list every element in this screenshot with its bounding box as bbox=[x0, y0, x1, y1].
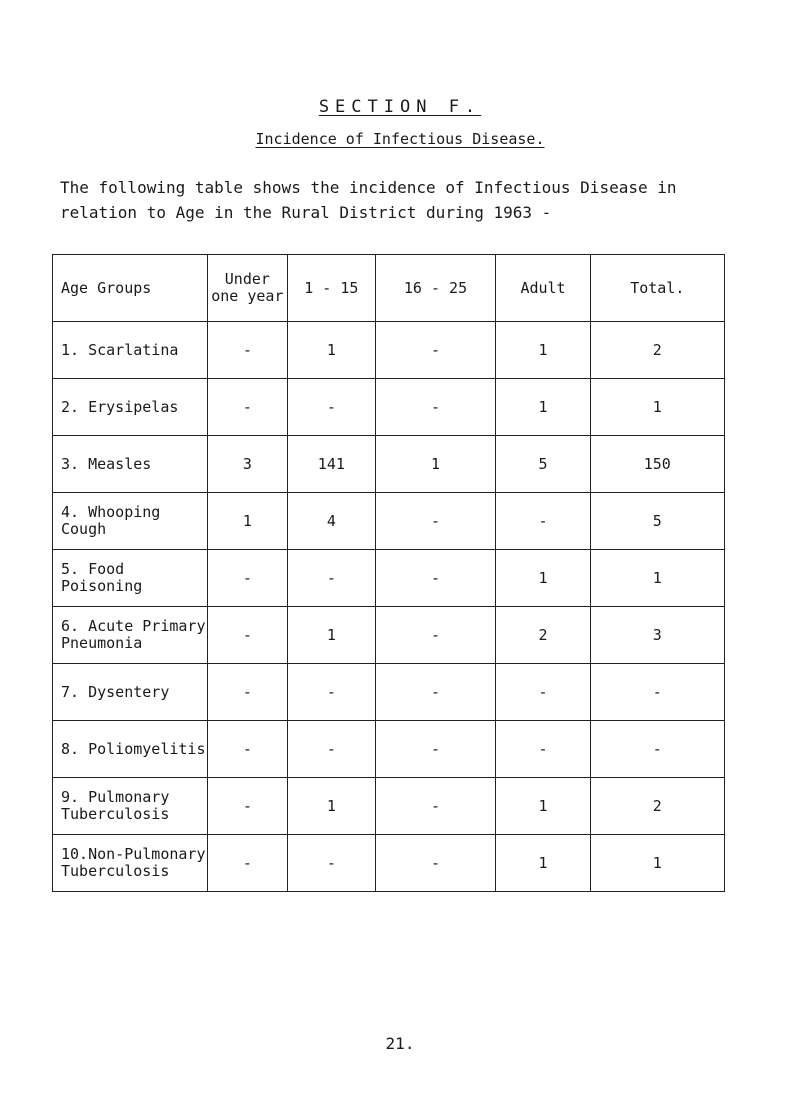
cell-16-25: - bbox=[375, 607, 496, 664]
page-subtitle: Incidence of Infectious Disease. bbox=[255, 130, 545, 148]
intro-paragraph: The following table shows the incidence of Infectious Disease in relation to Age in the Rural District during 1963 - bbox=[60, 178, 677, 222]
table-header-row bbox=[53, 255, 725, 322]
disease-name: 10.Non-Pulmonary Tuberculosis bbox=[53, 835, 208, 892]
cell-16-25: - bbox=[375, 322, 496, 379]
table-row bbox=[53, 550, 725, 607]
cell-adult: 5 bbox=[496, 436, 590, 493]
cell-16-25: - bbox=[375, 721, 496, 778]
header-under-one-year: Under one year bbox=[207, 255, 288, 322]
cell-1-15: 1 bbox=[288, 778, 375, 835]
disease-name: 3. Measles bbox=[53, 436, 208, 493]
cell-1-15: - bbox=[288, 835, 375, 892]
disease-name: 4. Whooping Cough bbox=[53, 493, 208, 550]
cell-adult: 1 bbox=[496, 550, 590, 607]
page-number: 21. bbox=[385, 1034, 415, 1053]
table-row bbox=[53, 835, 725, 892]
cell-adult: 1 bbox=[496, 778, 590, 835]
cell-total: 1 bbox=[590, 835, 724, 892]
cell-16-25: - bbox=[375, 835, 496, 892]
cell-16-25: - bbox=[375, 550, 496, 607]
cell-total: 1 bbox=[590, 550, 724, 607]
cell-under-one: 1 bbox=[207, 493, 288, 550]
cell-total: 2 bbox=[590, 322, 724, 379]
cell-1-15: 1 bbox=[288, 322, 375, 379]
header-16-25: 16 - 25 bbox=[375, 255, 496, 322]
disease-name: 5. Food Poisoning bbox=[53, 550, 208, 607]
disease-name: 7. Dysentery bbox=[53, 664, 208, 721]
disease-name: 9. Pulmonary Tuberculosis bbox=[53, 778, 208, 835]
cell-under-one: - bbox=[207, 664, 288, 721]
cell-16-25: - bbox=[375, 493, 496, 550]
table-row bbox=[53, 607, 725, 664]
cell-16-25: 1 bbox=[375, 436, 496, 493]
header-total: Total. bbox=[590, 255, 724, 322]
table-row bbox=[53, 778, 725, 835]
cell-adult: - bbox=[496, 493, 590, 550]
table-row bbox=[53, 721, 725, 778]
cell-under-one: - bbox=[207, 322, 288, 379]
disease-name: 6. Acute Primary Pneumonia bbox=[53, 607, 208, 664]
cell-under-one: - bbox=[207, 550, 288, 607]
cell-16-25: - bbox=[375, 379, 496, 436]
cell-1-15: - bbox=[288, 721, 375, 778]
table-row bbox=[53, 664, 725, 721]
disease-name: 1. Scarlatina bbox=[53, 322, 208, 379]
cell-1-15: 1 bbox=[288, 607, 375, 664]
cell-under-one: - bbox=[207, 778, 288, 835]
incidence-table bbox=[52, 254, 725, 892]
header-adult: Adult bbox=[496, 255, 590, 322]
disease-name: 8. Poliomyelitis bbox=[53, 721, 208, 778]
cell-adult: 1 bbox=[496, 379, 590, 436]
cell-1-15: 4 bbox=[288, 493, 375, 550]
cell-under-one: - bbox=[207, 835, 288, 892]
cell-adult: 2 bbox=[496, 607, 590, 664]
disease-name: 2. Erysipelas bbox=[53, 379, 208, 436]
cell-under-one: 3 bbox=[207, 436, 288, 493]
cell-adult: - bbox=[496, 721, 590, 778]
table-row bbox=[53, 322, 725, 379]
cell-1-15: - bbox=[288, 550, 375, 607]
cell-adult: 1 bbox=[496, 835, 590, 892]
cell-under-one: - bbox=[207, 379, 288, 436]
cell-1-15: - bbox=[288, 664, 375, 721]
cell-16-25: - bbox=[375, 664, 496, 721]
cell-total: 1 bbox=[590, 379, 724, 436]
header-age-groups: Age Groups bbox=[53, 255, 208, 322]
table-row bbox=[53, 436, 725, 493]
cell-total: 150 bbox=[590, 436, 724, 493]
cell-1-15: 141 bbox=[288, 436, 375, 493]
cell-16-25: - bbox=[375, 778, 496, 835]
cell-under-one: - bbox=[207, 607, 288, 664]
cell-total: 2 bbox=[590, 778, 724, 835]
cell-adult: 1 bbox=[496, 322, 590, 379]
table-row bbox=[53, 379, 725, 436]
cell-1-15: - bbox=[288, 379, 375, 436]
cell-total: 5 bbox=[590, 493, 724, 550]
cell-under-one: - bbox=[207, 721, 288, 778]
header-1-15: 1 - 15 bbox=[288, 255, 375, 322]
section-title: SECTION F. bbox=[318, 97, 482, 117]
table-row bbox=[53, 493, 725, 550]
cell-total: - bbox=[590, 664, 724, 721]
cell-total: 3 bbox=[590, 607, 724, 664]
cell-total: - bbox=[590, 721, 724, 778]
cell-adult: - bbox=[496, 664, 590, 721]
